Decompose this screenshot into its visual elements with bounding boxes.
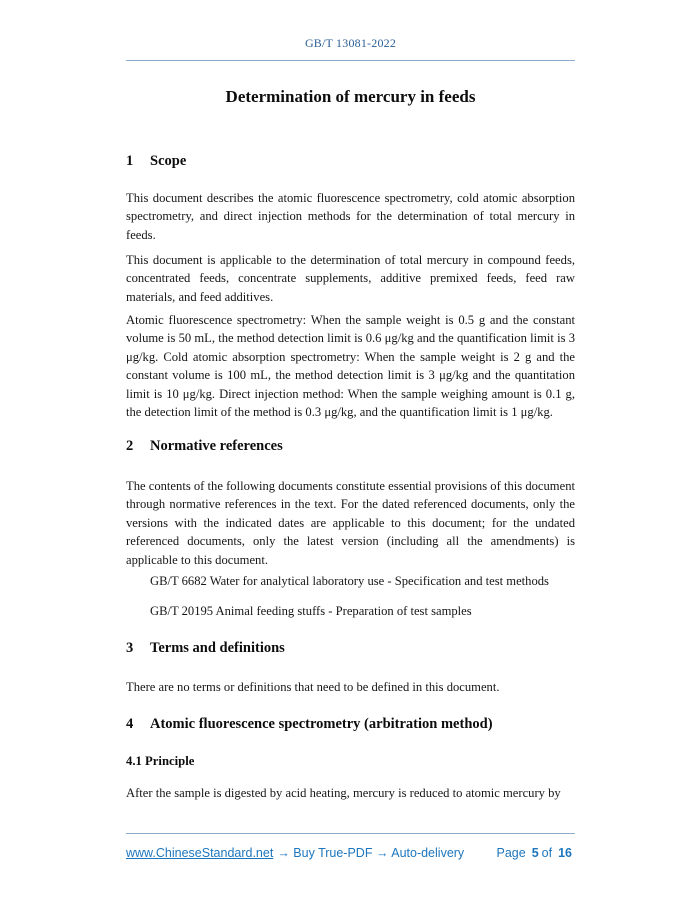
- page-footer: [126, 846, 575, 860]
- section-number: 4: [126, 716, 134, 732]
- page-label: Page: [496, 846, 526, 860]
- reference-item-gbt6682: GB/T 6682 Water for analytical laboratory use - Specification and test methods: [150, 574, 549, 588]
- paragraph-normative-references: The contents of the following documents constitute essential provisions of this document through normative references in the text. For the dated referenced documents, only the versions with the indicated dates are applicable to this document; for the undated referenced documents, only the latest version (including all the amendments) is applicable to this document.: [126, 479, 575, 567]
- section-heading-normative-references: [126, 438, 575, 455]
- footer-tagline: → Buy True-PDF → Auto-delivery: [277, 846, 465, 860]
- section-number: 1: [126, 153, 134, 169]
- page-total: 16: [558, 846, 572, 860]
- document-title: Determination of mercury in feeds: [225, 87, 476, 106]
- paragraph-scope-3: Atomic fluorescence spectrometry: When the sample weight is 0.5 g and the constant volume is 50 mL, the method detection limit is 0.6 μg/kg and the quantification limit is 3 μg/kg. Cold atomic absorption spectrometry: When the sample weight is 2 g and the constant volume is 100 mL, the method detection limit is 3 μg/kg and the quantitation limit is 10 μg/kg. Direct injection method: When the sample weighing amount is 0.1 g, the detection limit of the method is 0.3 μg/kg, and the quantification limit is 1 μg/kg.: [126, 313, 575, 420]
- section-heading-label: Atomic fluorescence spectrometry (arbitration method): [150, 716, 493, 732]
- paragraph-scope-2: This document is applicable to the determination of total mercury in compound feeds, concentrated feeds, concentrate supplements, additive premixed feeds, feed raw materials, and feed additives.: [126, 253, 575, 304]
- page-indicator: [497, 846, 576, 860]
- footer-promo: [126, 846, 464, 860]
- section-heading-terms-definitions: [126, 640, 575, 657]
- footer-rule: [126, 833, 575, 834]
- section-number: 3: [126, 640, 134, 656]
- section-heading-label: Terms and definitions: [150, 640, 285, 656]
- page-current: 5: [531, 846, 539, 860]
- subsection-heading-principle: 4.1 Principle: [126, 754, 195, 768]
- section-heading-scope: [126, 153, 575, 170]
- paragraph-scope-1: This document describes the atomic fluorescence spectrometry, cold atomic absorption spectrometry, and direct injection methods for the determination of total mercury in feeds.: [126, 191, 575, 242]
- header-rule: [126, 60, 575, 61]
- reference-item-gbt20195: GB/T 20195 Animal feeding stuffs - Preparation of test samples: [150, 604, 472, 618]
- of-label: of: [541, 846, 553, 860]
- section-number: 2: [126, 438, 134, 454]
- header-doc-number: GB/T 13081-2022: [304, 36, 397, 50]
- section-heading-label: Normative references: [150, 438, 283, 454]
- section-heading-atomic-fluorescence: [126, 716, 575, 733]
- section-heading-label: Scope: [150, 153, 187, 169]
- paragraph-principle: After the sample is digested by acid heating, mercury is reduced to atomic mercury by: [126, 786, 561, 800]
- paragraph-terms-definitions: There are no terms or definitions that need to be defined in this document.: [126, 680, 500, 694]
- website-link[interactable]: www.ChineseStandard.net: [126, 846, 274, 860]
